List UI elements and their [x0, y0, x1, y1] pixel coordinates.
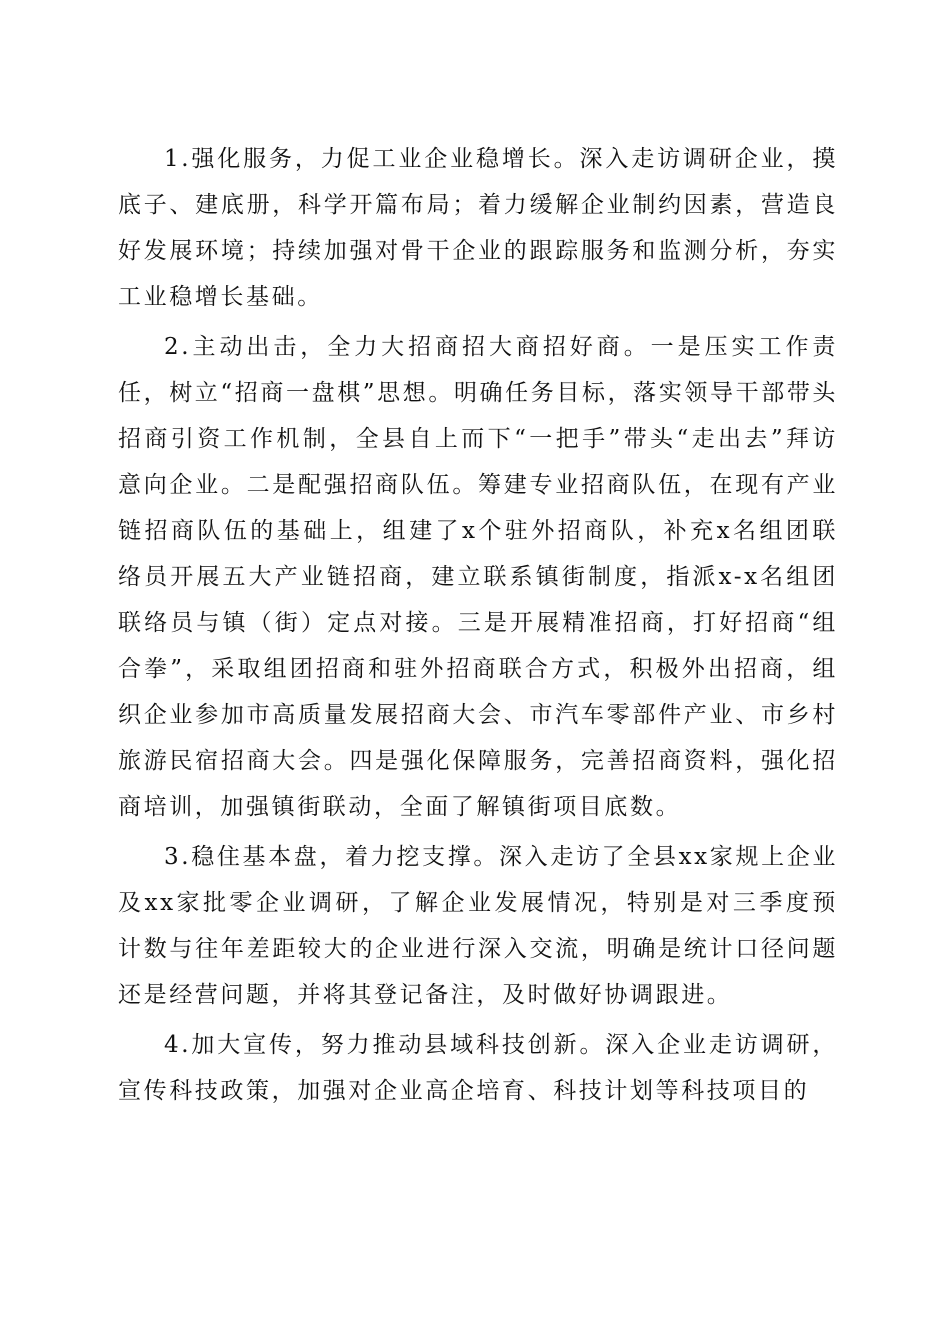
paragraph-4: 4.加大宣传，努力推动县域科技创新。深入企业走访调研，宣传科技政策，加强对企业高企培育、科技计划等科技项目的	[118, 1032, 838, 1104]
paragraph-1: 1.强化服务，力促工业企业稳增长。深入走访调研企业，摸底子、建底册，科学开篇布局；着力缓解企业制约因素，营造良好发展环境；持续加强对骨干企业的跟踪服务和监测分析，夯实工业稳增长基础。	[118, 146, 838, 310]
paragraph-3: 3.稳住基本盘，着力挖支撑。深入走访了全县xx家规上企业及xx家批零企业调研，了解企业发展情况，特别是对三季度预计数与往年差距较大的企业进行深入交流，明确是统计口径问题还是经营问题，并将其登记备注，及时做好协调跟进。	[118, 844, 838, 1008]
document-body	[118, 136, 838, 1118]
paragraph-2: 2.主动出击，全力大招商招大商招好商。一是压实工作责任，树立“招商一盘棋”思想。明确任务目标，落实领导干部带头招商引资工作机制，全县自上而下“一把手”带头“走出去”拜访意向企业。二是配强招商队伍。筹建专业招商队伍，在现有产业链招商队伍的基础上，组建了x个驻外招商队，补充x名组团联络员开展五大产业链招商，建立联系镇街制度，指派x-x名组团联络员与镇（街）定点对接。三是开展精准招商，打好招商“组合拳”，采取组团招商和驻外招商联合方式，积极外出招商，组织企业参加市高质量发展招商大会、市汽车零部件产业、市乡村旅游民宿招商大会。四是强化保障服务，完善招商资料，强化招商培训，加强镇街联动，全面了解镇街项目底数。	[118, 334, 838, 820]
